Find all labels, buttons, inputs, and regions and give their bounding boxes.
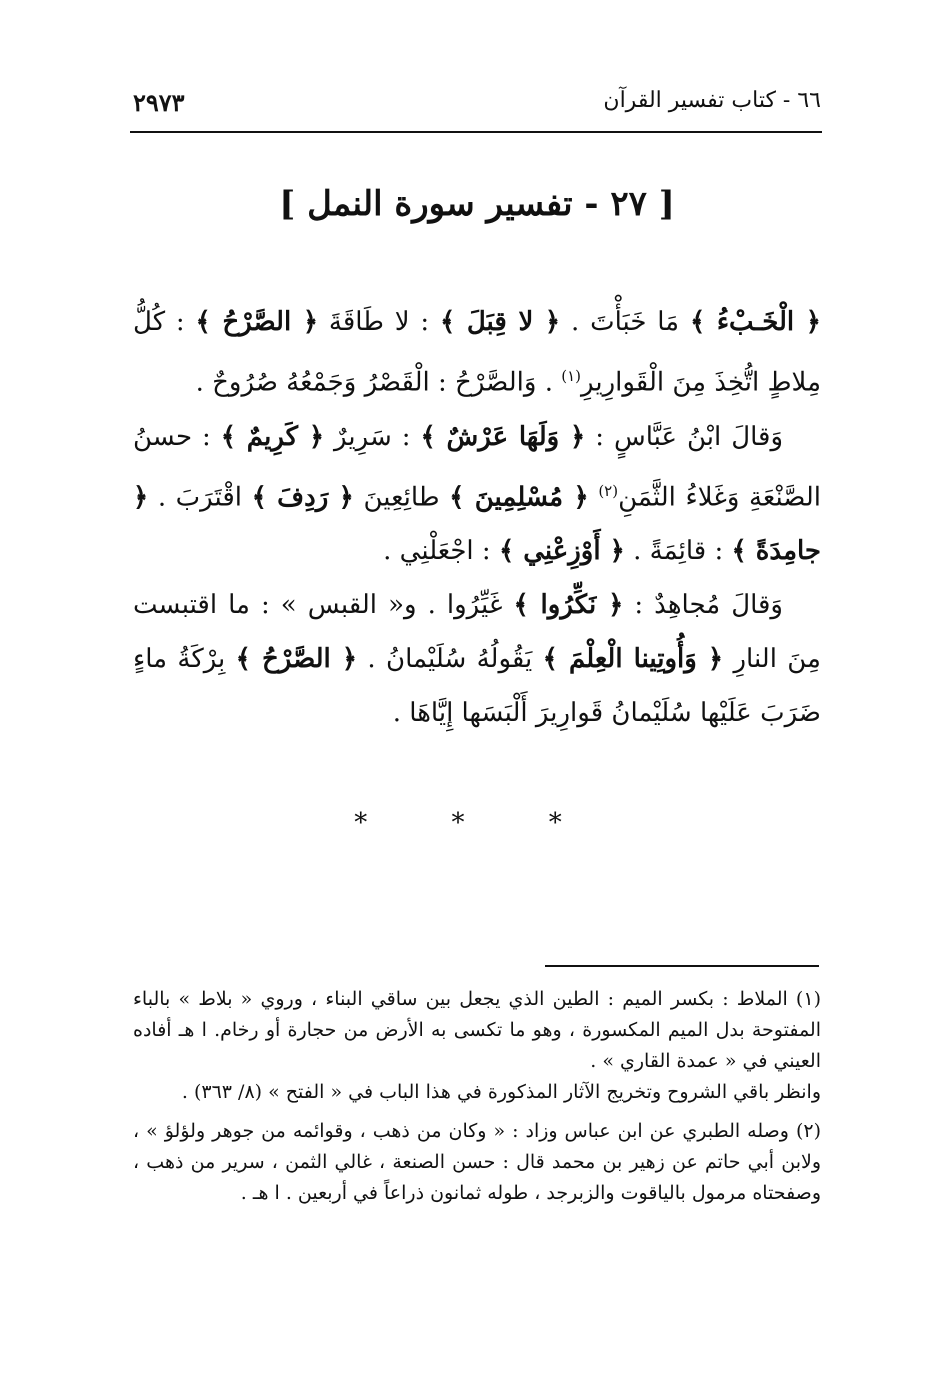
footnote-2 xyxy=(133,1116,821,1209)
main-text xyxy=(133,295,821,740)
text-run: : قائِمَةً . xyxy=(624,536,732,567)
text-run: يَقُولُهُ سُلَيْمانُ . xyxy=(357,644,543,675)
quran-term: ﴿ وَلَهَا عَرْشٌ ﴾ xyxy=(420,421,586,452)
quran-term: ﴿ أَوْزِعْنِي ﴾ xyxy=(498,536,625,567)
footnote-text: (١) الملاط : بكسر الميم : الطين الذي يجعل بين ساقي البناء ، وروي « بلاط » بالباء المفتوحة بدل الميم المكسورة ، وهو ما تكسى به الأرض من حجارة أو رخام. ا هـ أفاده العيني في « عمدة القاري » . xyxy=(133,988,821,1072)
text-run: بِرْكَةُ ماءٍ ضَرَبَ عَلَيْها سُلَيْمانُ قَوارِيرَ أَلْبَسَها إِيَّاهَا . xyxy=(133,644,821,729)
quran-term: ﴿ جامِدَةً ﴾ xyxy=(133,482,821,567)
paragraph-3 xyxy=(133,578,821,740)
header-rule xyxy=(130,131,822,133)
footnote-text: (٢) وصله الطبري عن ابن عباس وزاد : « وكان من ذهب ، وقوائمه من جوهر ولؤلؤ » ، ولابن أبي حاتم عن زهير بن محمد قال : حسن الصنعة ، غالي الثمن ، سرير من ذهب ، وصفحتاه مرمول بالياقوت والزبرجد ، طوله ثمانون ذراعاً في أربعين . ا هـ . xyxy=(133,1120,821,1204)
page-number: ٢٩٧٣ xyxy=(133,88,185,117)
text-run: : سَرِيرٌ xyxy=(324,421,421,452)
text-run: وَقالَ ابْنُ عَبَّاسٍ : xyxy=(585,421,783,452)
text-run: : حسنُ الصَّنْعَةِ وَغَلاءُ الثَّمَنِ xyxy=(133,421,821,513)
quran-term: ﴿ الْخَـبْءُ ﴾ xyxy=(689,307,821,337)
text-run: : لا طَاقَةَ xyxy=(318,307,440,337)
chapter-title: [ ٢٧ - تفسير سورة النمل ] xyxy=(279,184,675,224)
text-run: وَقالَ مُجاهِدٌ : xyxy=(623,590,783,621)
quran-term: ﴿ الصَّرْحُ ﴾ xyxy=(195,307,319,337)
quran-term: ﴿ كَرِيمٌ ﴾ xyxy=(220,421,325,452)
quran-term: ﴿ مُسْلِمِينَ ﴾ xyxy=(449,482,589,513)
footnote-text: وانظر باقي الشروح وتخريج الآثار المذكورة في هذا الباب في « الفتح » (٨/ ٣٦٣) . xyxy=(181,1081,821,1103)
footnotes xyxy=(133,984,821,1217)
section-separator: * * * xyxy=(354,808,600,838)
footnote-marker-1[interactable]: (١) xyxy=(561,367,582,385)
text-run: مَا خَبَأْتَ . xyxy=(560,307,690,337)
footnote-1 xyxy=(133,984,821,1108)
footnote-marker-2[interactable]: (٢) xyxy=(598,481,619,500)
quran-term: ﴿ وَأُوتِينا الْعِلْمَ ﴾ xyxy=(542,644,724,675)
text-run: : كُلُّ مِلاطٍ اتُّخِذَ مِنَ الْقَوارِيرِ xyxy=(133,307,821,398)
quran-term: ﴿ رَدِفَ ﴾ xyxy=(251,482,354,513)
text-run: . وَالصَّرْحُ : الْقَصْرُ وَجَمْعُهُ صُرُوحٌ . xyxy=(195,367,562,398)
quran-term: ﴿ نَكِّرُوا ﴾ xyxy=(513,590,624,621)
page-header xyxy=(133,88,821,122)
quran-term: ﴿ لا قِبَلَ ﴾ xyxy=(440,307,561,337)
text-run: : اجْعَلْنِي . xyxy=(383,536,499,567)
footnote-rule xyxy=(545,965,819,967)
quran-term: ﴿ الصَّرْحُ ﴾ xyxy=(235,644,358,675)
paragraph-2 xyxy=(133,410,821,579)
text-run: غَيِّرُوا . و« القبس » : ما اقتبست مِنَ النارِ xyxy=(133,590,821,675)
running-title: ٦٦ - كتاب تفسير القرآن xyxy=(603,88,821,113)
paragraph-1 xyxy=(133,295,821,410)
text-run xyxy=(589,482,599,512)
text-run: اقْتَرَبَ . xyxy=(148,482,252,513)
text-run: طائِعِينَ xyxy=(353,482,450,513)
